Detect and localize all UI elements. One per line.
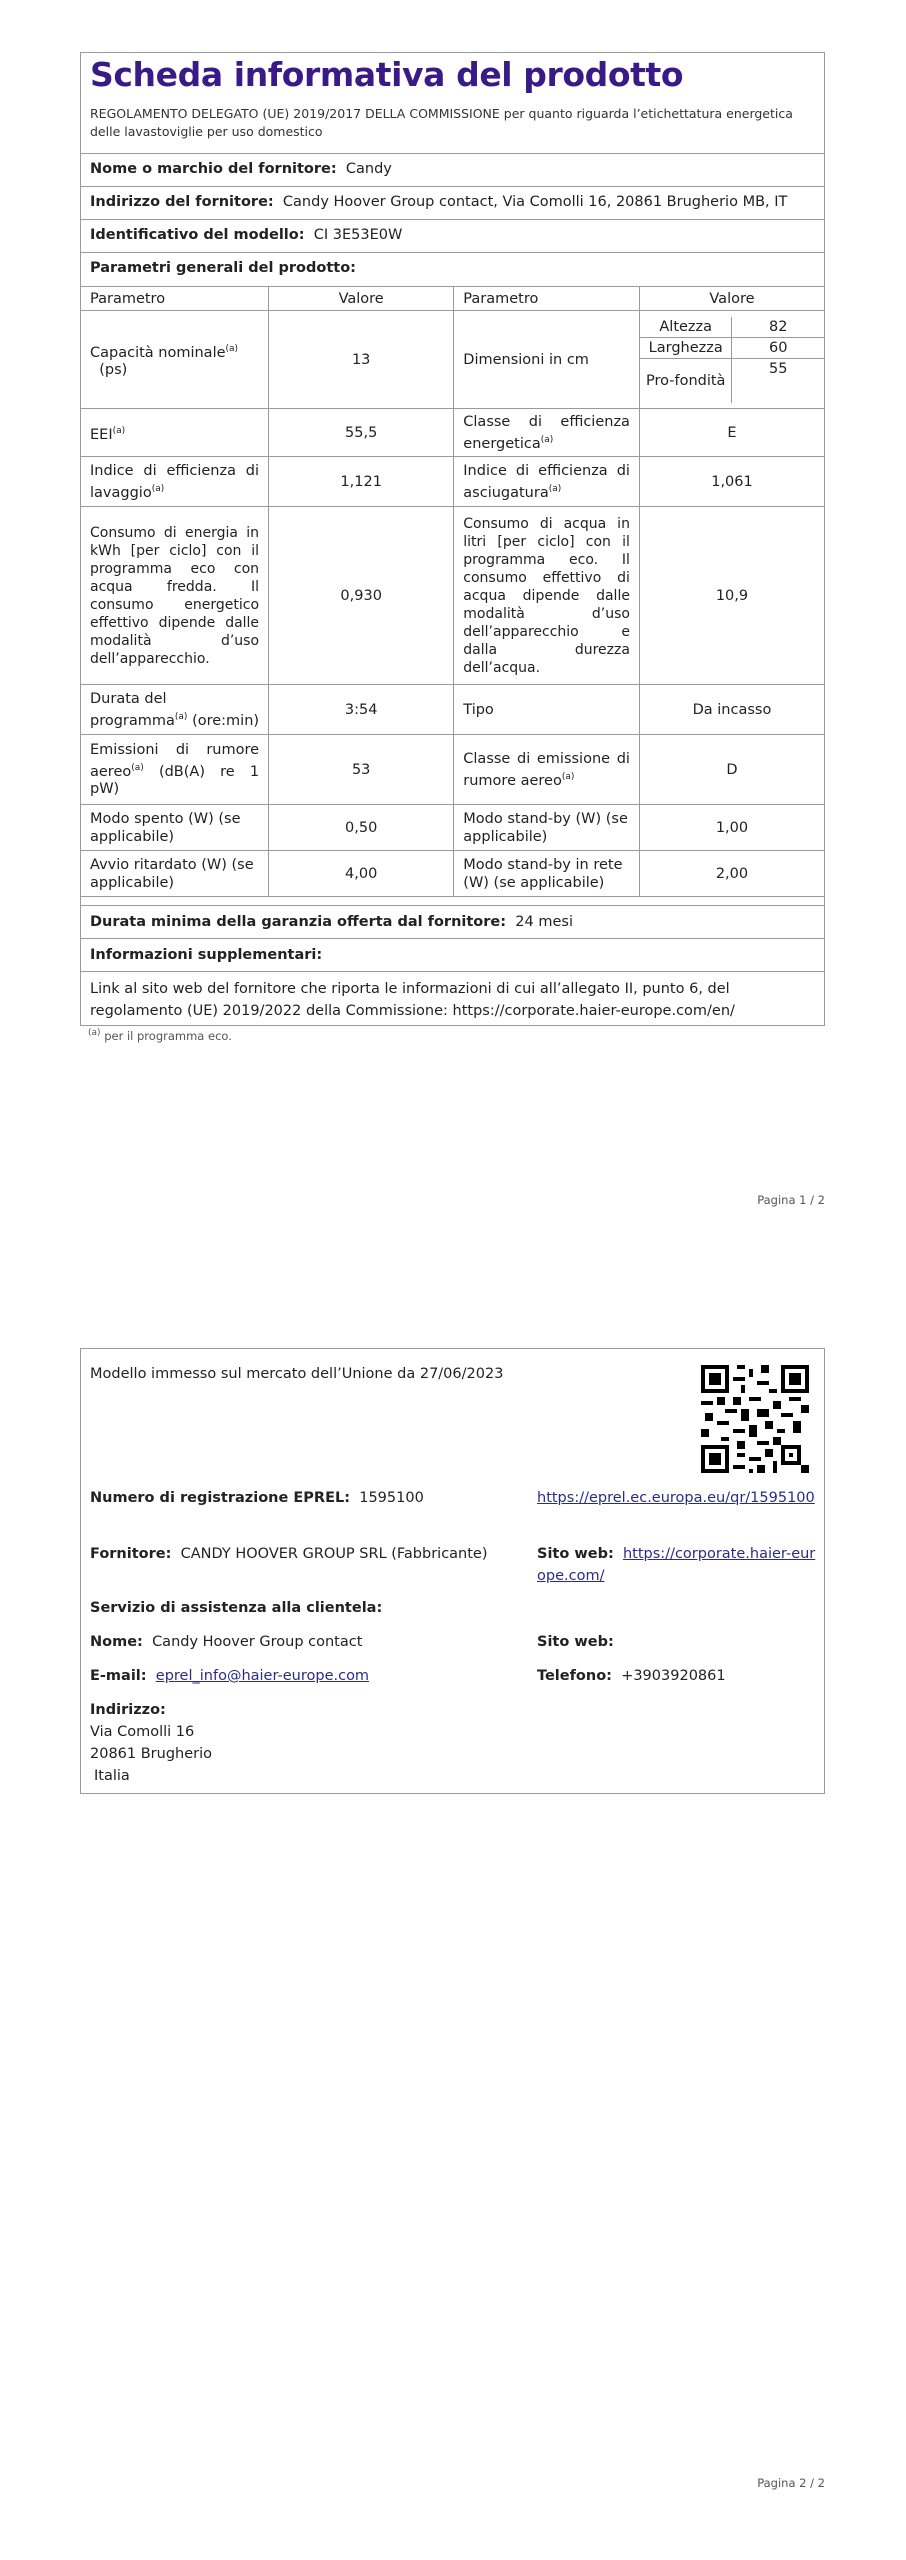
table-row <box>81 851 824 897</box>
warranty-label: Durata minima della garanzia offerta dal fornitore: <box>90 914 507 930</box>
product-info-sheet <box>80 52 825 1026</box>
eprel-link[interactable]: https://eprel.ec.europa.eu/qr/1595100 <box>537 1490 815 1506</box>
wash-index-label-text: Indice di efficienza di lavaggio <box>90 462 260 501</box>
email-link[interactable]: eprel_info@haier-europe.com <box>155 1668 370 1684</box>
table-row <box>81 685 824 735</box>
additional-info-row <box>81 938 824 971</box>
height-label: Altezza <box>640 317 732 338</box>
width-label: Larghezza <box>640 337 732 358</box>
footnote-mark: (a) <box>561 771 575 782</box>
header-value-2: Valore <box>639 287 824 311</box>
water-label: Consumo di acqua in litri [per ciclo] con il programma eco. Il consumo effettivo di acqua dipende dalle modalità d’uso dell’apparecchio e dalla durezza dell’acqua. <box>454 507 640 685</box>
eprel-label: Numero di registrazione EPREL: <box>90 1490 351 1506</box>
supplier-name-row <box>81 153 824 186</box>
supplier-address-row <box>81 186 824 219</box>
eprel-row <box>90 1487 424 1509</box>
supplier-value: CANDY HOOVER GROUP SRL (Fabbricante) <box>180 1546 488 1562</box>
duration-label-text: Durata del programma <box>90 690 175 729</box>
eei-label <box>81 409 269 457</box>
class-value: E <box>639 409 824 457</box>
net-standby-value: 2,00 <box>639 851 824 897</box>
footnote-mark: (a) <box>174 711 188 722</box>
general-params-row <box>81 252 824 286</box>
water-value: 10,9 <box>639 507 824 685</box>
noise-unit: (dB(A) re 1 pW) <box>90 763 260 798</box>
phone-label: Telefono: <box>537 1668 612 1684</box>
type-value: Da incasso <box>639 685 824 735</box>
dimensions-cell <box>639 311 824 409</box>
footnote-mark: (a) <box>540 434 554 445</box>
table-row <box>81 457 824 507</box>
dry-index-label-text: Indice di efficienza di asciugatura <box>463 462 630 501</box>
table-row <box>81 735 824 805</box>
table-row <box>81 805 824 851</box>
capacity-label <box>81 311 269 409</box>
energy-value: 0,930 <box>269 507 454 685</box>
eei-value: 55,5 <box>269 409 454 457</box>
delay-start-label: Avvio ritardato (W) (se applicabile) <box>81 851 269 897</box>
dry-index-label <box>454 457 640 507</box>
noise-label <box>81 735 269 805</box>
table-row <box>81 409 824 457</box>
model-label: Identificativo del modello: <box>90 227 305 243</box>
email-label: E-mail: <box>90 1668 147 1684</box>
general-params-label: Parametri generali del prodotto: <box>90 260 356 276</box>
additional-info-text: Link al sito web del fornitore che riporta le informazioni di cui all’allegato II, punto 6, del regolamento (UE) 2019/2022 della Commissione: https://corporate.haier-europe.com/en/ <box>81 971 824 1027</box>
delay-start-value: 4,00 <box>269 851 454 897</box>
type-label: Tipo <box>454 685 640 735</box>
capacity-label-text: Capacità nominale <box>90 344 226 361</box>
table-header <box>81 287 824 311</box>
net-standby-label: Modo stand-by in rete (W) (se applicabile) <box>454 851 640 897</box>
phone-value: +3903920861 <box>621 1668 726 1684</box>
dry-index-value: 1,061 <box>639 457 824 507</box>
eprel-link-wrap <box>537 1487 817 1509</box>
market-date-text: Modello immesso sul mercato dell’Unione da 27/06/2023 <box>90 1366 504 1382</box>
phone-row <box>537 1665 726 1687</box>
class-label <box>454 409 640 457</box>
supplier-label: Fornitore: <box>90 1546 172 1562</box>
warranty-row <box>81 905 824 938</box>
eei-label-text: EEI <box>90 426 113 443</box>
dimensions-label: Dimensioni in cm <box>454 311 640 409</box>
website-label: Sito web: <box>537 1546 614 1562</box>
noise-class-label <box>454 735 640 805</box>
qr-code-icon <box>701 1365 809 1473</box>
email-row <box>90 1665 369 1687</box>
additional-info-label: Informazioni supplementari: <box>90 947 323 963</box>
page-number: Pagina 2 / 2 <box>757 2476 825 2490</box>
contact-name-label: Nome: <box>90 1634 143 1650</box>
contact-name-row <box>90 1631 362 1653</box>
footnote-mark: (a) <box>88 1028 101 1038</box>
header-param-1: Parametro <box>81 287 269 311</box>
page-number: Pagina 1 / 2 <box>757 1193 825 1207</box>
supplier-name-label: Nome o marchio del fornitore: <box>90 161 337 177</box>
warranty-value: 24 mesi <box>515 914 573 930</box>
eprel-number: 1595100 <box>359 1490 424 1506</box>
capacity-unit: (ps) <box>99 362 128 379</box>
table-row <box>81 311 824 409</box>
wash-index-value: 1,121 <box>269 457 454 507</box>
capacity-value: 13 <box>269 311 454 409</box>
footnote <box>88 1028 232 1043</box>
footnote-text: per il programma eco. <box>104 1028 232 1043</box>
duration-label <box>81 685 269 735</box>
dimensions-table <box>640 317 824 403</box>
off-mode-value: 0,50 <box>269 805 454 851</box>
website-link[interactable]: https://corporate.haier-europe.com/ <box>537 1546 816 1584</box>
duration-unit: (ore:min) <box>192 712 260 729</box>
off-mode-label: Modo spento (W) (se applicabile) <box>81 805 269 851</box>
contact-site-label: Sito web: <box>537 1634 614 1650</box>
parameters-table <box>81 286 824 897</box>
height-value: 82 <box>732 317 824 338</box>
noise-class-label-text: Classe di emissione di rumore aereo <box>463 750 630 789</box>
header-param-2: Parametro <box>454 287 640 311</box>
noise-class-value: D <box>639 735 824 805</box>
supplier-row <box>90 1543 488 1565</box>
standby-label: Modo stand-by (W) (se applicabile) <box>454 805 640 851</box>
website-row <box>537 1543 822 1587</box>
regulation-text: REGOLAMENTO DELEGATO (UE) 2019/2017 DELLA COMMISSIONE per quanto riguarda l’etichettatura energetica delle lavastoviglie per uso domestico <box>90 106 793 139</box>
header-value-1: Valore <box>269 287 454 311</box>
contact-name: Candy Hoover Group contact <box>152 1634 363 1650</box>
service-label: Servizio di assistenza alla clientela: <box>90 1600 383 1616</box>
footnote-mark: (a) <box>151 483 165 494</box>
depth-value: 55 <box>732 358 824 403</box>
depth-label: Pro-fondità <box>640 358 732 403</box>
footnote-mark: (a) <box>131 762 144 773</box>
address-label: Indirizzo: <box>90 1702 166 1718</box>
noise-value: 53 <box>269 735 454 805</box>
supplier-address: Candy Hoover Group contact, Via Comolli 16, 20861 Brugherio MB, IT <box>282 194 788 210</box>
page-title: Scheda informativa del prodotto <box>90 55 684 94</box>
energy-label: Consumo di energia in kWh [per ciclo] con il programma eco con acqua fredda. Il consumo energetico effettivo dipende dalle modalità d’uso dell’apparecchio. <box>81 507 269 685</box>
address-line-2: 20861 Brugherio <box>90 1746 213 1762</box>
supplier-name: Candy <box>345 161 392 177</box>
footnote-mark: (a) <box>548 483 562 494</box>
address-line-1: Via Comolli 16 <box>90 1724 195 1740</box>
standby-value: 1,00 <box>639 805 824 851</box>
noise-label-text: Emissioni di rumore aereo <box>90 741 260 780</box>
footnote-mark: (a) <box>112 425 126 436</box>
duration-value: 3:54 <box>269 685 454 735</box>
supplier-address-label: Indirizzo del fornitore: <box>90 194 274 210</box>
class-label-text: Classe di efficienza energetica <box>463 413 630 452</box>
footnote-mark: (a) <box>225 343 239 354</box>
wash-index-label <box>81 457 269 507</box>
model-identifier: CI 3E53E0W <box>313 227 403 243</box>
address-line-3: Italia <box>94 1768 130 1784</box>
model-row <box>81 219 824 252</box>
eprel-info-box <box>80 1348 825 1794</box>
width-value: 60 <box>732 337 824 358</box>
table-row <box>81 507 824 685</box>
